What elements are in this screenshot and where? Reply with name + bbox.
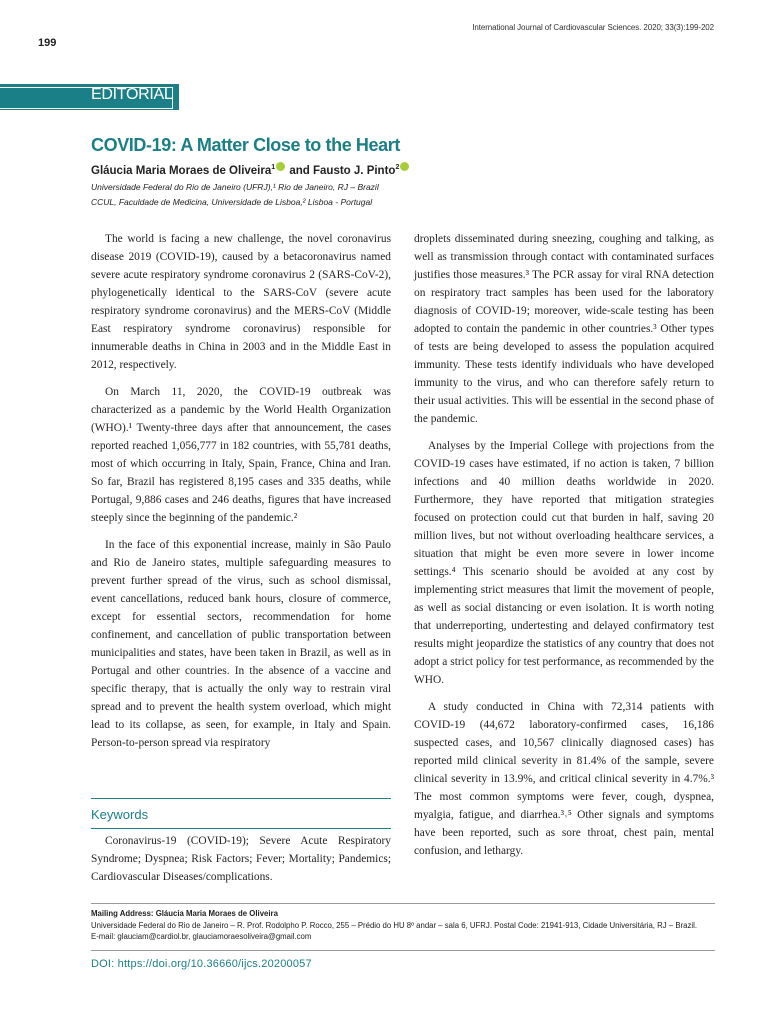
doi-link[interactable]: DOI: https://doi.org/10.36660/ijcs.20200057	[91, 958, 312, 970]
keywords-heading: Keywords	[91, 807, 149, 822]
author-affil-sup: 2	[395, 164, 400, 172]
body-column-right	[414, 230, 714, 869]
footer-divider	[91, 903, 715, 904]
page-number: 199	[38, 37, 57, 49]
journal-citation: International Journal of Cardiovascular Sciences. 2020; 33(3):199-202	[472, 23, 714, 32]
doi-divider	[91, 950, 715, 951]
body-paragraph: Analyses by the Imperial College with projections from the COVID-19 cases have estimated, if no action is taken, 7 billion infections and 40 million deaths worldwide in 2020. Furthermore, they have reported that mitigation strategies focused on protection could cut that burden in half, saving 20 million lives, but not without overloading healthcare services, a situation that might be even more severe in lower income settings.⁴ This scenario should be avoided at any cost by implementing strict measures that limit the movement of people, as well as social distancing or even isolation. It is worth noting that underreporting, undertesting and delayed confirmatory test results might jeopardize the statistics of any country that does not adopt a strict policy for test performance, as recommended by the WHO.	[414, 440, 714, 686]
body-paragraph: On March 11, 2020, the COVID-19 outbreak was characterized as a pandemic by the World Health Organization (WHO).¹ Twenty-three days after that announcement, the cases reported reached 1,056,777 in 182 countries, with 55,781 deaths, most of which occurring in Italy, Spain, France, China and Iran. So far, Brazil has registered 8,195 cases and 335 deaths, while Portugal, 9,886 cases and 246 deaths, figures that have increased steeply since the beginning of the pandemic.²	[91, 386, 391, 524]
section-label: EDITORIAL	[91, 86, 173, 103]
author-name: Gláucia Maria Moraes de Oliveira	[91, 165, 272, 177]
author-conjunction: and	[289, 165, 310, 177]
orcid-icon[interactable]	[276, 162, 285, 171]
mailing-postal-address: Universidade Federal do Rio de Janeiro – R. Prof. Rodolpho P. Rocco, 255 – Prédio do HU 8º andar – sala 6, UFRJ. Postal Code: 21941-913, Cidade Universitária, RJ – Brazil.	[91, 921, 697, 930]
affiliation: Universidade Federal do Rio de Janeiro (UFRJ),¹ Rio de Janeiro, RJ – Brazil	[91, 182, 379, 192]
article-title: COVID-19: A Matter Close to the Heart	[91, 135, 400, 155]
body-paragraph: droplets disseminated during sneezing, coughing and talking, as well as transmission through contact with contaminated surfaces justifies those measures.³ The PCR assay for viral RNA detection on respiratory tract samples has been used for the laboratory diagnosis of COVID-19; moreover, wide-scale testing has been adopted to contain the pandemic in other countries.³ Other types of tests are being developed to assess the population acquired immunity. These tests identify individuals who have developed immunity to the virus, and who can therefore safely return to their usual activities. This will be essential in the second phase of the pandemic.	[414, 233, 714, 425]
body-paragraph: A study conducted in China with 72,314 patients with COVID-19 (44,672 laboratory-confirmed cases, 16,186 suspected cases, and 10,567 clinically diagnosed cases) has reported mild clinical severity in 81.4% of the sample, severe clinical severity in 13.9%, and critical clinical severity in 4.7%.³ The most common symptoms were fever, cough, dyspnea, myalgia, fatigue, and diarrhea.³˒⁵ Other signals and symptoms have been reported, such as sore throat, chest pain, mental confusion, and lethargy.	[414, 701, 714, 857]
keywords-divider	[91, 828, 391, 829]
body-paragraph: The world is facing a new challenge, the novel coronavirus disease 2019 (COVID-19), caused by a betacoronavirus named severe acute respiratory syndrome coronavirus 2 (SARS-CoV-2), phylogenetically identical to the SARS-CoV (severe acute respiratory syndrome coronavirus) and the MERS-CoV (Middle East respiratory syndrome coronavirus) responsible for innumerable deaths in China in 2003 and in the Middle East in 2012, respectively.	[91, 233, 391, 371]
author-name: Fausto J. Pinto	[313, 165, 396, 177]
mailing-label: Mailing Address: Gláucia Maria Moraes de Oliveira	[91, 909, 278, 918]
affiliation: CCUL, Faculdade de Medicina, Universidade de Lisboa,² Lisboa - Portugal	[91, 197, 373, 207]
body-paragraph: In the face of this exponential increase, mainly in São Paulo and Rio de Janeiro states, multiple safeguarding measures to prevent further spread of the virus, such as school dismissal, event cancellations, reduced bank hours, closure of commerce, except for essential sectors, recommendation for home confinement, and cancellation of public transportation between municipalities and states, have been taken in Brazil, as well as in Portugal and other countries. In the absence of a vaccine and specific therapy, that is actually the only way to restrain viral spread and to prevent the health system overload, which might lead to its collapse, as seen, for example, in Italy and Spain. Person-to-person spread via respiratory	[91, 539, 391, 749]
keywords-divider	[91, 798, 391, 799]
mailing-email[interactable]: E-mail: glauciam@cardiol.br, glauciamoraesoliveira@gmail.com	[91, 932, 312, 941]
keywords-text: Coronavirus-19 (COVID-19); Severe Acute Respiratory Syndrome; Dyspnea; Risk Factors; Fever; Mortality; Pandemics; Cardiovascular Diseases/complications.	[91, 835, 391, 883]
orcid-icon[interactable]	[400, 162, 409, 171]
author-line	[91, 162, 410, 177]
author-affil-sup: 1	[271, 164, 276, 172]
body-column-left	[91, 230, 391, 761]
mailing-address	[91, 908, 721, 919]
